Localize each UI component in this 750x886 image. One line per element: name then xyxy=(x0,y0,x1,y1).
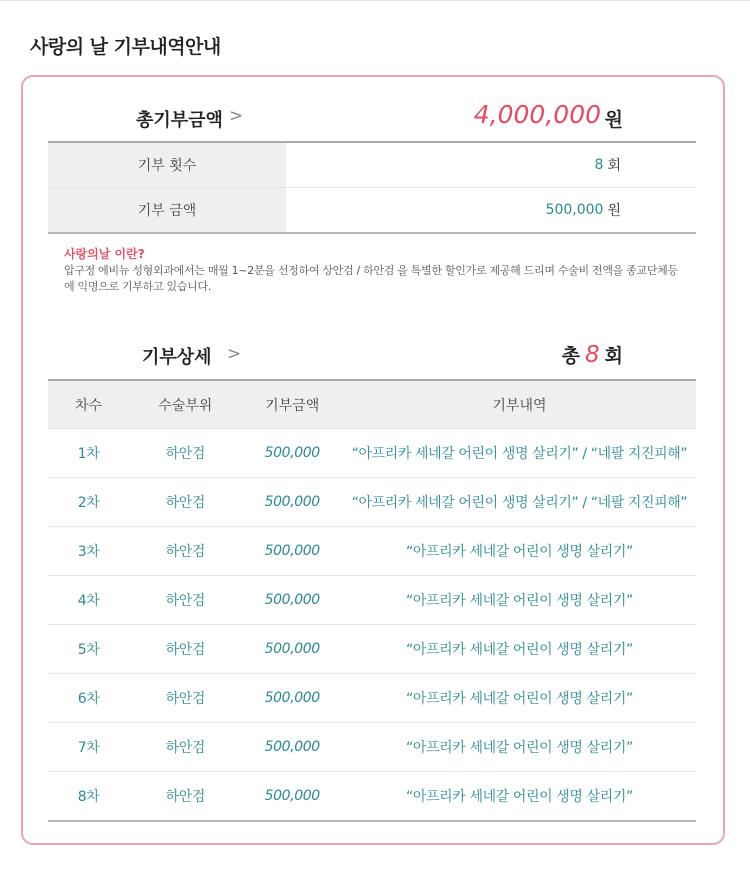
row-amount: 500,000 xyxy=(242,576,343,625)
donation-count-value: 8 xyxy=(594,157,604,173)
details-table xyxy=(48,379,696,822)
row-detail: “아프리카 세네갈 어린이 생명 살리기” / “네팔 지진피해” xyxy=(343,429,696,478)
donation-amount-value: 500,000 xyxy=(545,202,604,218)
chevron-right-icon: > xyxy=(227,344,242,364)
details-label: 기부상세 xyxy=(142,347,212,368)
summary-header xyxy=(48,100,696,140)
table-row xyxy=(48,429,696,478)
column-header-area: 수술부위 xyxy=(129,380,242,429)
summary-row-label: 기부 금액 xyxy=(48,188,286,232)
row-area: 하안검 xyxy=(129,429,242,478)
row-detail: “아프리카 세네갈 어린이 생명 살리기” xyxy=(343,772,696,822)
column-header-amount: 기부금액 xyxy=(242,380,343,429)
table-row xyxy=(48,625,696,674)
total-donation-amount: 4,000,000 xyxy=(473,100,601,129)
row-round: 1차 xyxy=(48,429,129,478)
total-donation-label: 총기부금액 xyxy=(136,110,223,131)
page-title: 사랑의 날 기부내역안내 xyxy=(30,36,221,58)
donation-count-unit: 회 xyxy=(607,158,621,174)
note-title: 사랑의날 이란? xyxy=(64,247,145,261)
summary-table xyxy=(48,141,696,234)
row-area: 하안검 xyxy=(129,723,242,772)
details-total-prefix: 총 xyxy=(561,345,580,367)
summary-row-value xyxy=(595,143,621,187)
row-area: 하안검 xyxy=(129,674,242,723)
row-detail: “아프리카 세네갈 어린이 생명 살리기” / “네팔 지진피해” xyxy=(343,478,696,527)
summary-row-count xyxy=(48,143,696,188)
row-detail: “아프리카 세네갈 어린이 생명 살리기” xyxy=(343,723,696,772)
row-round: 2차 xyxy=(48,478,129,527)
total-donation-unit: 원 xyxy=(604,109,623,131)
row-detail: “아프리카 세네갈 어린이 생명 살리기” xyxy=(343,674,696,723)
row-area: 하안검 xyxy=(129,527,242,576)
table-row xyxy=(48,723,696,772)
row-round: 7차 xyxy=(48,723,129,772)
row-amount: 500,000 xyxy=(242,625,343,674)
details-total xyxy=(562,341,623,368)
row-area: 하안검 xyxy=(129,772,242,822)
column-header-round: 차수 xyxy=(48,380,129,429)
row-round: 4차 xyxy=(48,576,129,625)
row-round: 5차 xyxy=(48,625,129,674)
table-row xyxy=(48,772,696,822)
table-row xyxy=(48,674,696,723)
row-detail: “아프리카 세네갈 어린이 생명 살리기” xyxy=(343,576,696,625)
table-row xyxy=(48,576,696,625)
summary-row-label: 기부 횟수 xyxy=(48,143,286,187)
row-amount: 500,000 xyxy=(242,772,343,822)
row-detail: “아프리카 세네갈 어린이 생명 살리기” xyxy=(343,527,696,576)
row-area: 하안검 xyxy=(129,478,242,527)
details-total-count: 8 xyxy=(585,342,600,368)
table-row xyxy=(48,478,696,527)
chevron-right-icon: > xyxy=(229,106,244,126)
row-amount: 500,000 xyxy=(242,527,343,576)
row-amount: 500,000 xyxy=(242,429,343,478)
row-round: 6차 xyxy=(48,674,129,723)
row-area: 하안검 xyxy=(129,576,242,625)
row-amount: 500,000 xyxy=(242,723,343,772)
details-table-header xyxy=(48,380,696,429)
row-round: 8차 xyxy=(48,772,129,822)
row-amount: 500,000 xyxy=(242,478,343,527)
summary-row-value xyxy=(546,188,621,232)
table-row xyxy=(48,527,696,576)
row-detail: “아프리카 세네갈 어린이 생명 살리기” xyxy=(343,625,696,674)
column-header-detail: 기부내역 xyxy=(343,380,696,429)
row-area: 하안검 xyxy=(129,625,242,674)
row-amount: 500,000 xyxy=(242,674,343,723)
top-divider xyxy=(0,0,750,1)
row-round: 3차 xyxy=(48,527,129,576)
details-total-unit: 회 xyxy=(604,345,623,367)
summary-row-amount xyxy=(48,188,696,232)
note-text: 압구정 에비뉴 성형외과에서는 매월 1~2분을 선정하여 상안검 / 하안검 을 특별한 할인가로 제공해 드리며 수술비 전액을 종교단체등에 익명으로 기부하고 있습니다. xyxy=(64,264,678,293)
donation-amount-unit: 원 xyxy=(607,203,621,219)
